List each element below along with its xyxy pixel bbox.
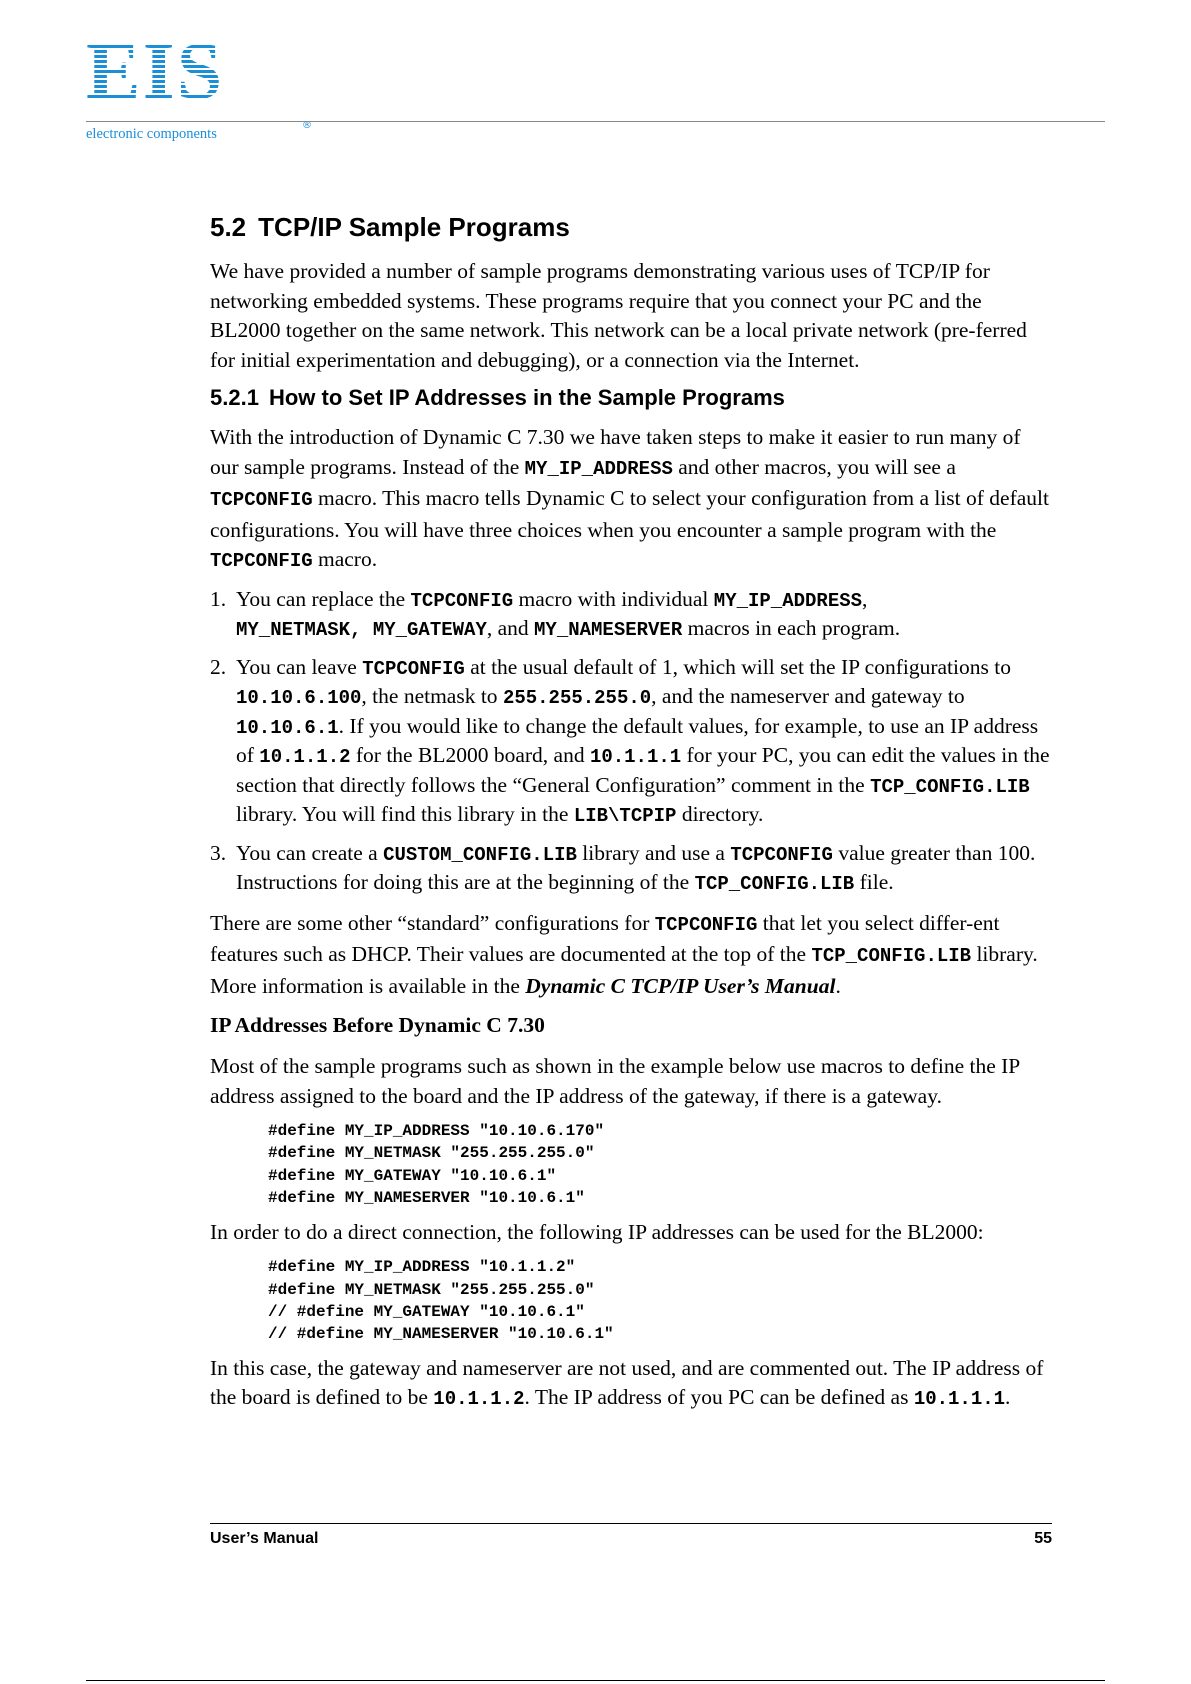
paragraph-standard-configs: [210, 909, 1052, 1002]
paragraph-direct-connection: In order to do a direct connection, the following IP addresses can be used for the BL2000:: [210, 1219, 984, 1244]
text: You can replace the: [236, 586, 411, 611]
text: In this case, the gateway and nameserver are not used, and are commented out. The IP address of the board is defined to be: [210, 1355, 1044, 1410]
text: , and: [486, 616, 535, 640]
subhead-before-730: IP Addresses Before Dynamic C 7.30: [210, 1013, 545, 1037]
bottom-divider: [86, 1680, 1105, 1681]
code-inline: 10.10.6.1: [236, 716, 339, 739]
page-content: [210, 212, 1052, 1424]
header-divider: [86, 121, 1105, 122]
list-number: 2.: [210, 654, 227, 679]
section-number: 5.2: [210, 212, 247, 242]
text: You can create a: [236, 840, 384, 865]
code-inline: MY_IP_ADDRESS: [713, 589, 863, 612]
paragraph-commented-out: [210, 1354, 1052, 1415]
text: . The IP address of you PC can be defined as: [524, 1385, 914, 1410]
list-item: [210, 586, 1052, 645]
text: ,: [862, 586, 868, 611]
code-inline: 10.1.1.1: [589, 746, 682, 768]
text: , and the nameserver and gateway to: [651, 684, 965, 708]
logo-wordmark: EIS: [86, 25, 225, 116]
text: macros in each program.: [682, 616, 901, 640]
list-number: 1.: [210, 586, 227, 611]
code-inline: 10.10.6.100: [236, 687, 362, 709]
subsection-number: 5.2.1: [210, 385, 259, 410]
code-inline: 255.255.255.0: [502, 687, 652, 709]
footer-divider: [210, 1523, 1052, 1524]
code-inline: 10.1.1.2: [259, 746, 351, 768]
code-inline: TCP_CONFIG.LIB: [870, 775, 1030, 798]
text: for the BL2000 board, and: [350, 743, 590, 767]
manual-title: Dynamic C TCP/IP User’s Manual: [525, 973, 836, 998]
logo-tagline: electronic components: [86, 126, 217, 142]
code-inline: TCPCONFIG: [362, 657, 465, 680]
code-inline: TCPCONFIG: [410, 589, 514, 612]
code-inline: TCPCONFIG: [654, 913, 758, 936]
text: directory.: [676, 802, 764, 826]
text: macro. This macro tells Dynamic C to select your configuration from a list of default configurations. You will have three choices when you encounter a sample program with the: [210, 486, 1049, 542]
list-item: [210, 654, 1052, 831]
text: , the netmask to: [361, 684, 503, 708]
text: library and use a: [576, 840, 731, 865]
code-inline: 10.1.1.2: [433, 1388, 525, 1411]
code-inline: TCP_CONFIG.LIB: [694, 873, 855, 895]
text: With the introduction of Dynamic C 7.30 we have taken steps to make it easier to run many of our sample programs. Instead of the: [210, 425, 1021, 479]
intro-paragraph: We have provided a number of sample programs demonstrating various uses of TCP/IP for networking embedded systems. These programs require that you connect your PC and the BL2000 together on the same network. This network can be a local private network (pre-ferred for initial experimentation and debugging), or a connection via the Internet.: [210, 259, 1027, 372]
text: and other macros, you will see a: [672, 454, 956, 479]
code-block-direct: #define MY_IP_ADDRESS "10.1.1.2" #define MY_NETMASK "255.255.255.0" // #define MY_GATEWAY "10.10.6.1" // #define MY_NAMESERVER "10.10.6.1": [268, 1258, 614, 1344]
text: You can leave: [236, 654, 363, 679]
text: .: [1005, 1385, 1011, 1410]
list-item: [210, 840, 1052, 899]
text: .: [835, 973, 841, 998]
text: . If you would like to change the default values, for example, to use an IP address of: [236, 713, 1039, 767]
code-inline: MY_NETMASK, MY_GATEWAY: [236, 619, 487, 641]
text: macro with individual: [513, 586, 714, 611]
code-inline: 10.1.1.1: [913, 1388, 1006, 1411]
text: macro.: [312, 547, 378, 571]
paragraph-macros: Most of the sample programs such as shown in the example below use macros to define the IP address assigned to the board and the IP address of the gateway, if there is a gateway.: [210, 1054, 1020, 1108]
choices-list: [210, 586, 1052, 899]
text: library. You will find this library in the: [236, 802, 574, 826]
registered-mark: ®: [302, 120, 312, 131]
code-inline: TCPCONFIG: [210, 489, 313, 511]
code-inline: TCPCONFIG: [730, 843, 833, 866]
text: There are some other “standard” configurations for: [210, 910, 655, 935]
code-inline: MY_IP_ADDRESS: [524, 457, 673, 480]
section-heading: [210, 212, 1052, 243]
text: for your PC, you can edit the values in the section that directly follows the “General Configuration” comment in the: [236, 743, 1050, 797]
list-number: 3.: [210, 840, 227, 865]
page-footer: [210, 1530, 1052, 1548]
code-inline: TCPCONFIG: [210, 550, 313, 572]
code-inline: LIB\TCPIP: [573, 805, 677, 827]
page-number: 55: [1034, 1530, 1052, 1547]
code-inline: MY_NAMESERVER: [534, 619, 683, 641]
subsection-heading: [210, 385, 1052, 411]
code-inline: CUSTOM_CONFIG.LIB: [383, 843, 577, 866]
subsection-title: How to Set IP Addresses in the Sample Programs: [268, 385, 785, 410]
footer-manual-title: User’s Manual: [210, 1530, 319, 1547]
paragraph-dynamic-c: [210, 423, 1052, 577]
eis-logo: [86, 25, 312, 142]
text: value greater than 100. Instructions for doing this are at the beginning of the: [236, 840, 1036, 894]
text: that let you select differ-ent features such as DHCP. Their values are documented at the top of the: [210, 910, 1000, 966]
code-inline: TCP_CONFIG.LIB: [811, 945, 972, 967]
text: at the usual default of 1, which will set the IP configurations to: [464, 654, 1011, 679]
text: file.: [854, 870, 894, 894]
code-block-default: #define MY_IP_ADDRESS "10.10.6.170" #define MY_NETMASK "255.255.255.0" #define MY_GATEWAY "10.10.6.1" #define MY_NAMESERVER "10.10.6.1": [268, 1122, 605, 1208]
section-title: TCP/IP Sample Programs: [258, 212, 570, 242]
text: library. More information is available in the: [210, 942, 1038, 998]
